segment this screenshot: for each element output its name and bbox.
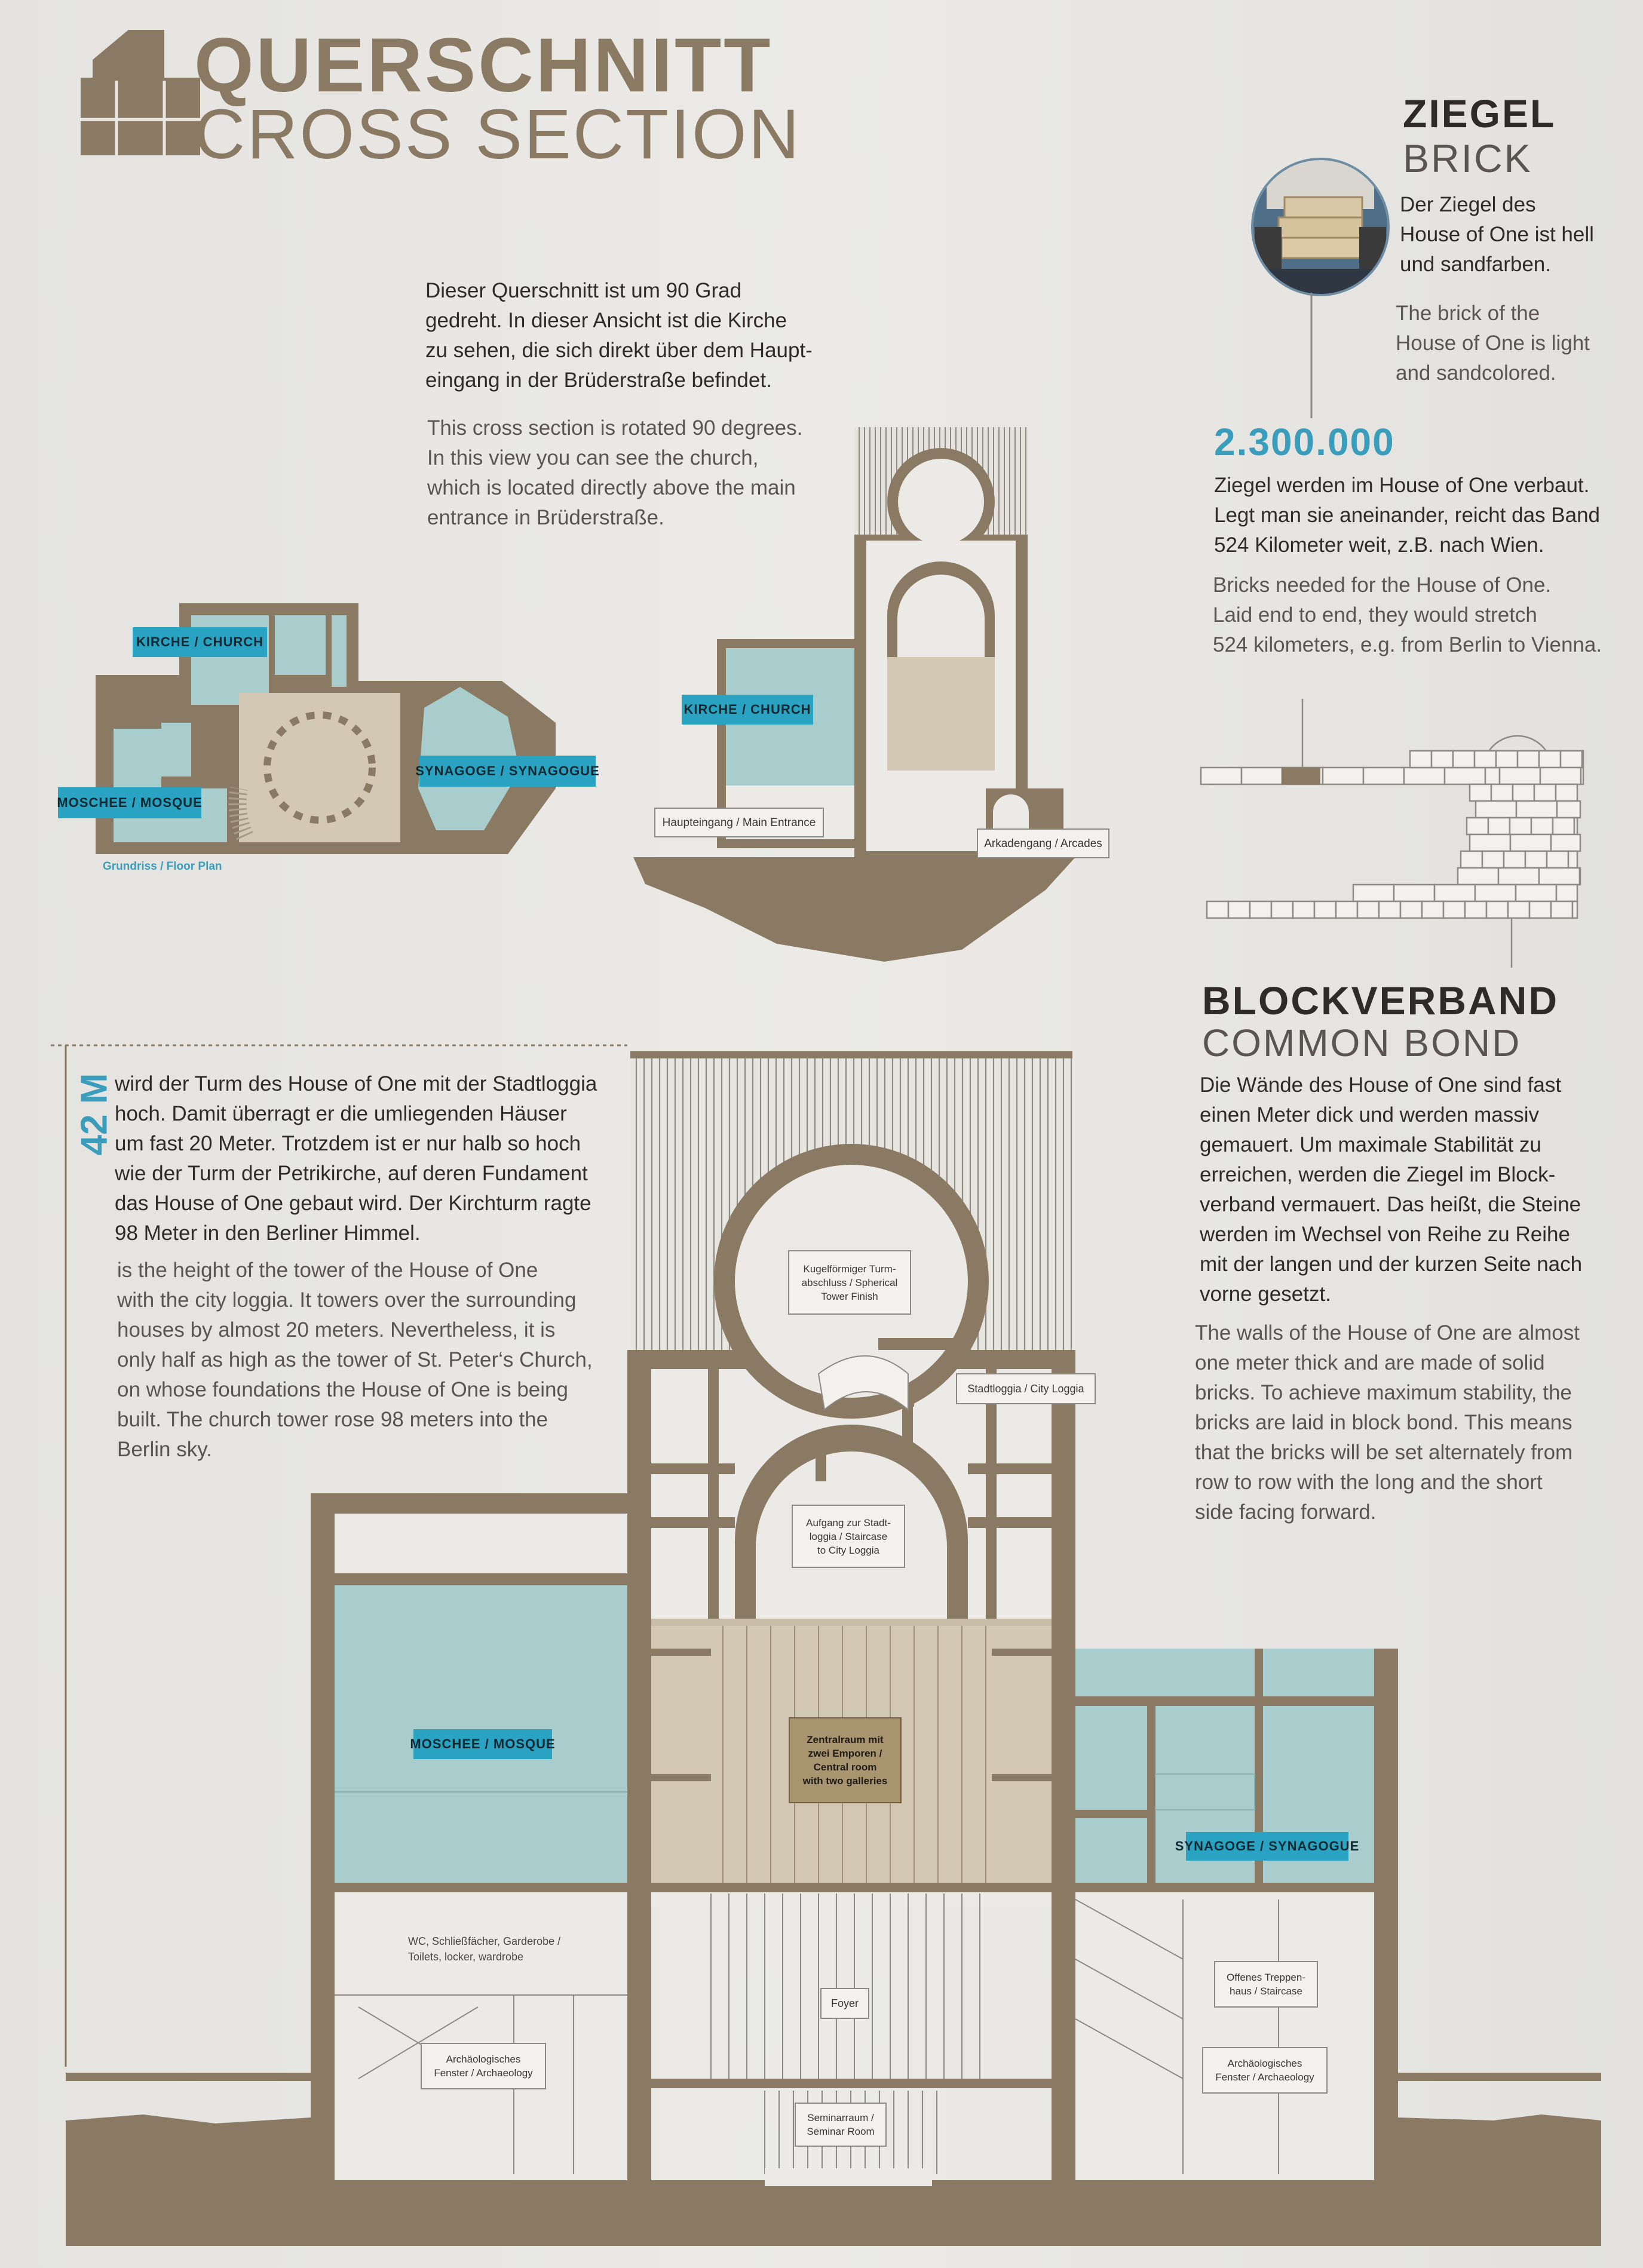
brick-text-de: Der Ziegel des House of One ist hell und sandfarben. [1400,193,1594,276]
height-text-de: wird der Turm des House of One mit der Stadtloggia hoch. Damit überragt er die umliegenden Häuser um fast 20 Meter. Trotzdem ist er nur halb so hoch wie der Turm der Petrikirche, auf deren Fundament das House of One gebaut wird. Der Kirchturm ragte 98 Meter in den Berliner Himmel. [115,1072,597,1245]
loggia-label: Stadtloggia / City Loggia [956,1373,1096,1404]
brick-text-en: The brick of the House of One is light and sandcolored. [1396,302,1590,385]
brick-count: 2.300.000 [1214,421,1395,464]
bond-title-de: BLOCKVERBAND [1202,978,1559,1023]
big-cross-section [60,1051,1613,2246]
intro-en: This cross section is rotated 90 degrees. In this view you can see the church, which is located directly above the main entrance in Brüderstraße. [427,416,803,529]
sphere-label: Kugelförmiger Turm- abschluss / Spherical Tower Finish [788,1250,911,1315]
foyer-label: Foyer [820,1988,869,2019]
intro-de: Dieser Querschnitt ist um 90 Grad gedreht. In dieser Ansicht ist die Kirche zu sehen, die sich direkt über dem Haupt- eingang in der Brüderstraße befindet. [425,279,813,392]
floorplan-caption: Grundriss / Floor Plan [103,860,222,873]
brick-title-en: BRICK [1403,136,1532,180]
height-value: 42 M [73,1073,115,1156]
brick-title-de: ZIEGEL [1403,91,1556,136]
floorplan-synagogue-tag: SYNAGOGE / SYNAGOGUE [419,756,596,787]
small-church-tag: KIRCHE / CHURCH [682,695,813,725]
open-staircase-label: Offenes Treppen- haus / Staircase [1214,1961,1318,2008]
bond-title-en: COMMON BOND [1202,1021,1522,1064]
small-cross-section [627,418,1105,968]
brick-photo [1249,155,1392,299]
arcades-label: Arkadengang / Arcades [977,828,1109,858]
bond-text-en: The walls of the House of One are almost one meter thick and are made of solid bricks. To achieve maximum stability, the bricks are laid in block bond. This means that the bricks will be set alternately from row to row with the long and the short side facing forward. [1195,1321,1580,1524]
archaeology-right-label: Archäologisches Fenster / Archaeology [1202,2047,1328,2094]
mosque-tag: MOSCHEE / MOSQUE [413,1729,552,1759]
tower-icon [75,24,206,155]
brick-bond-diagram [1195,699,1613,974]
central-room-label: Zentralraum mit zwei Emporen / Central room with two galleries [789,1717,902,1803]
synagogue-tag: SYNAGOGE / SYNAGOGUE [1186,1832,1348,1861]
floorplan-mosque-tag: MOSCHEE / MOSQUE [58,787,201,818]
bond-text-de: Die Wände des House of One sind fast einen Meter dick und werden massiv gemauert. Um maximale Stabilität zu erreichen, werden die Ziegel im Block- verband vermauert. Das heißt, die Steine werden im Wechsel von Reihe zu Reihe mit der langen und der kurzen Seite nach vorne gesetzt. [1200,1073,1583,1306]
archaeology-left-label: Archäologisches Fenster / Archaeology [421,2043,546,2089]
floorplan-church-tag: KIRCHE / CHURCH [133,627,267,657]
wc-label: WC, Schließfächer, Garderobe / Toilets, locker, wardrobe [408,1935,561,1963]
brick-count-de: Ziegel werden im House of One verbaut. Legt man sie aneinander, reicht das Band 524 Kilometer weit, z.B. nach Wien. [1214,474,1600,557]
seminar-label: Seminarraum / Seminar Room [795,2103,887,2147]
brick-connector-line [1308,293,1314,418]
staircase-loggia-label: Aufgang zur Stadt- loggia / Staircase to City Loggia [792,1505,905,1568]
brick-count-en: Bricks needed for the House of One. Laid end to end, they would stretch 524 kilometers, e.g. from Berlin to Vienna. [1213,573,1602,656]
main-entrance-label: Haupteingang / Main Entrance [654,808,824,837]
title-en: CROSS SECTION [194,95,801,174]
height-text-en: is the height of the tower of the House of One with the city loggia. It towers over the surrounding houses by almost 20 meters. Nevertheless, it is only half as high as the tower of St. Peter‘s Church, on whose foundations the House of One is being built. The church tower rose 98 meters into the Berlin sky. [117,1259,593,1461]
title-de: QUERSCHNITT [194,23,773,108]
